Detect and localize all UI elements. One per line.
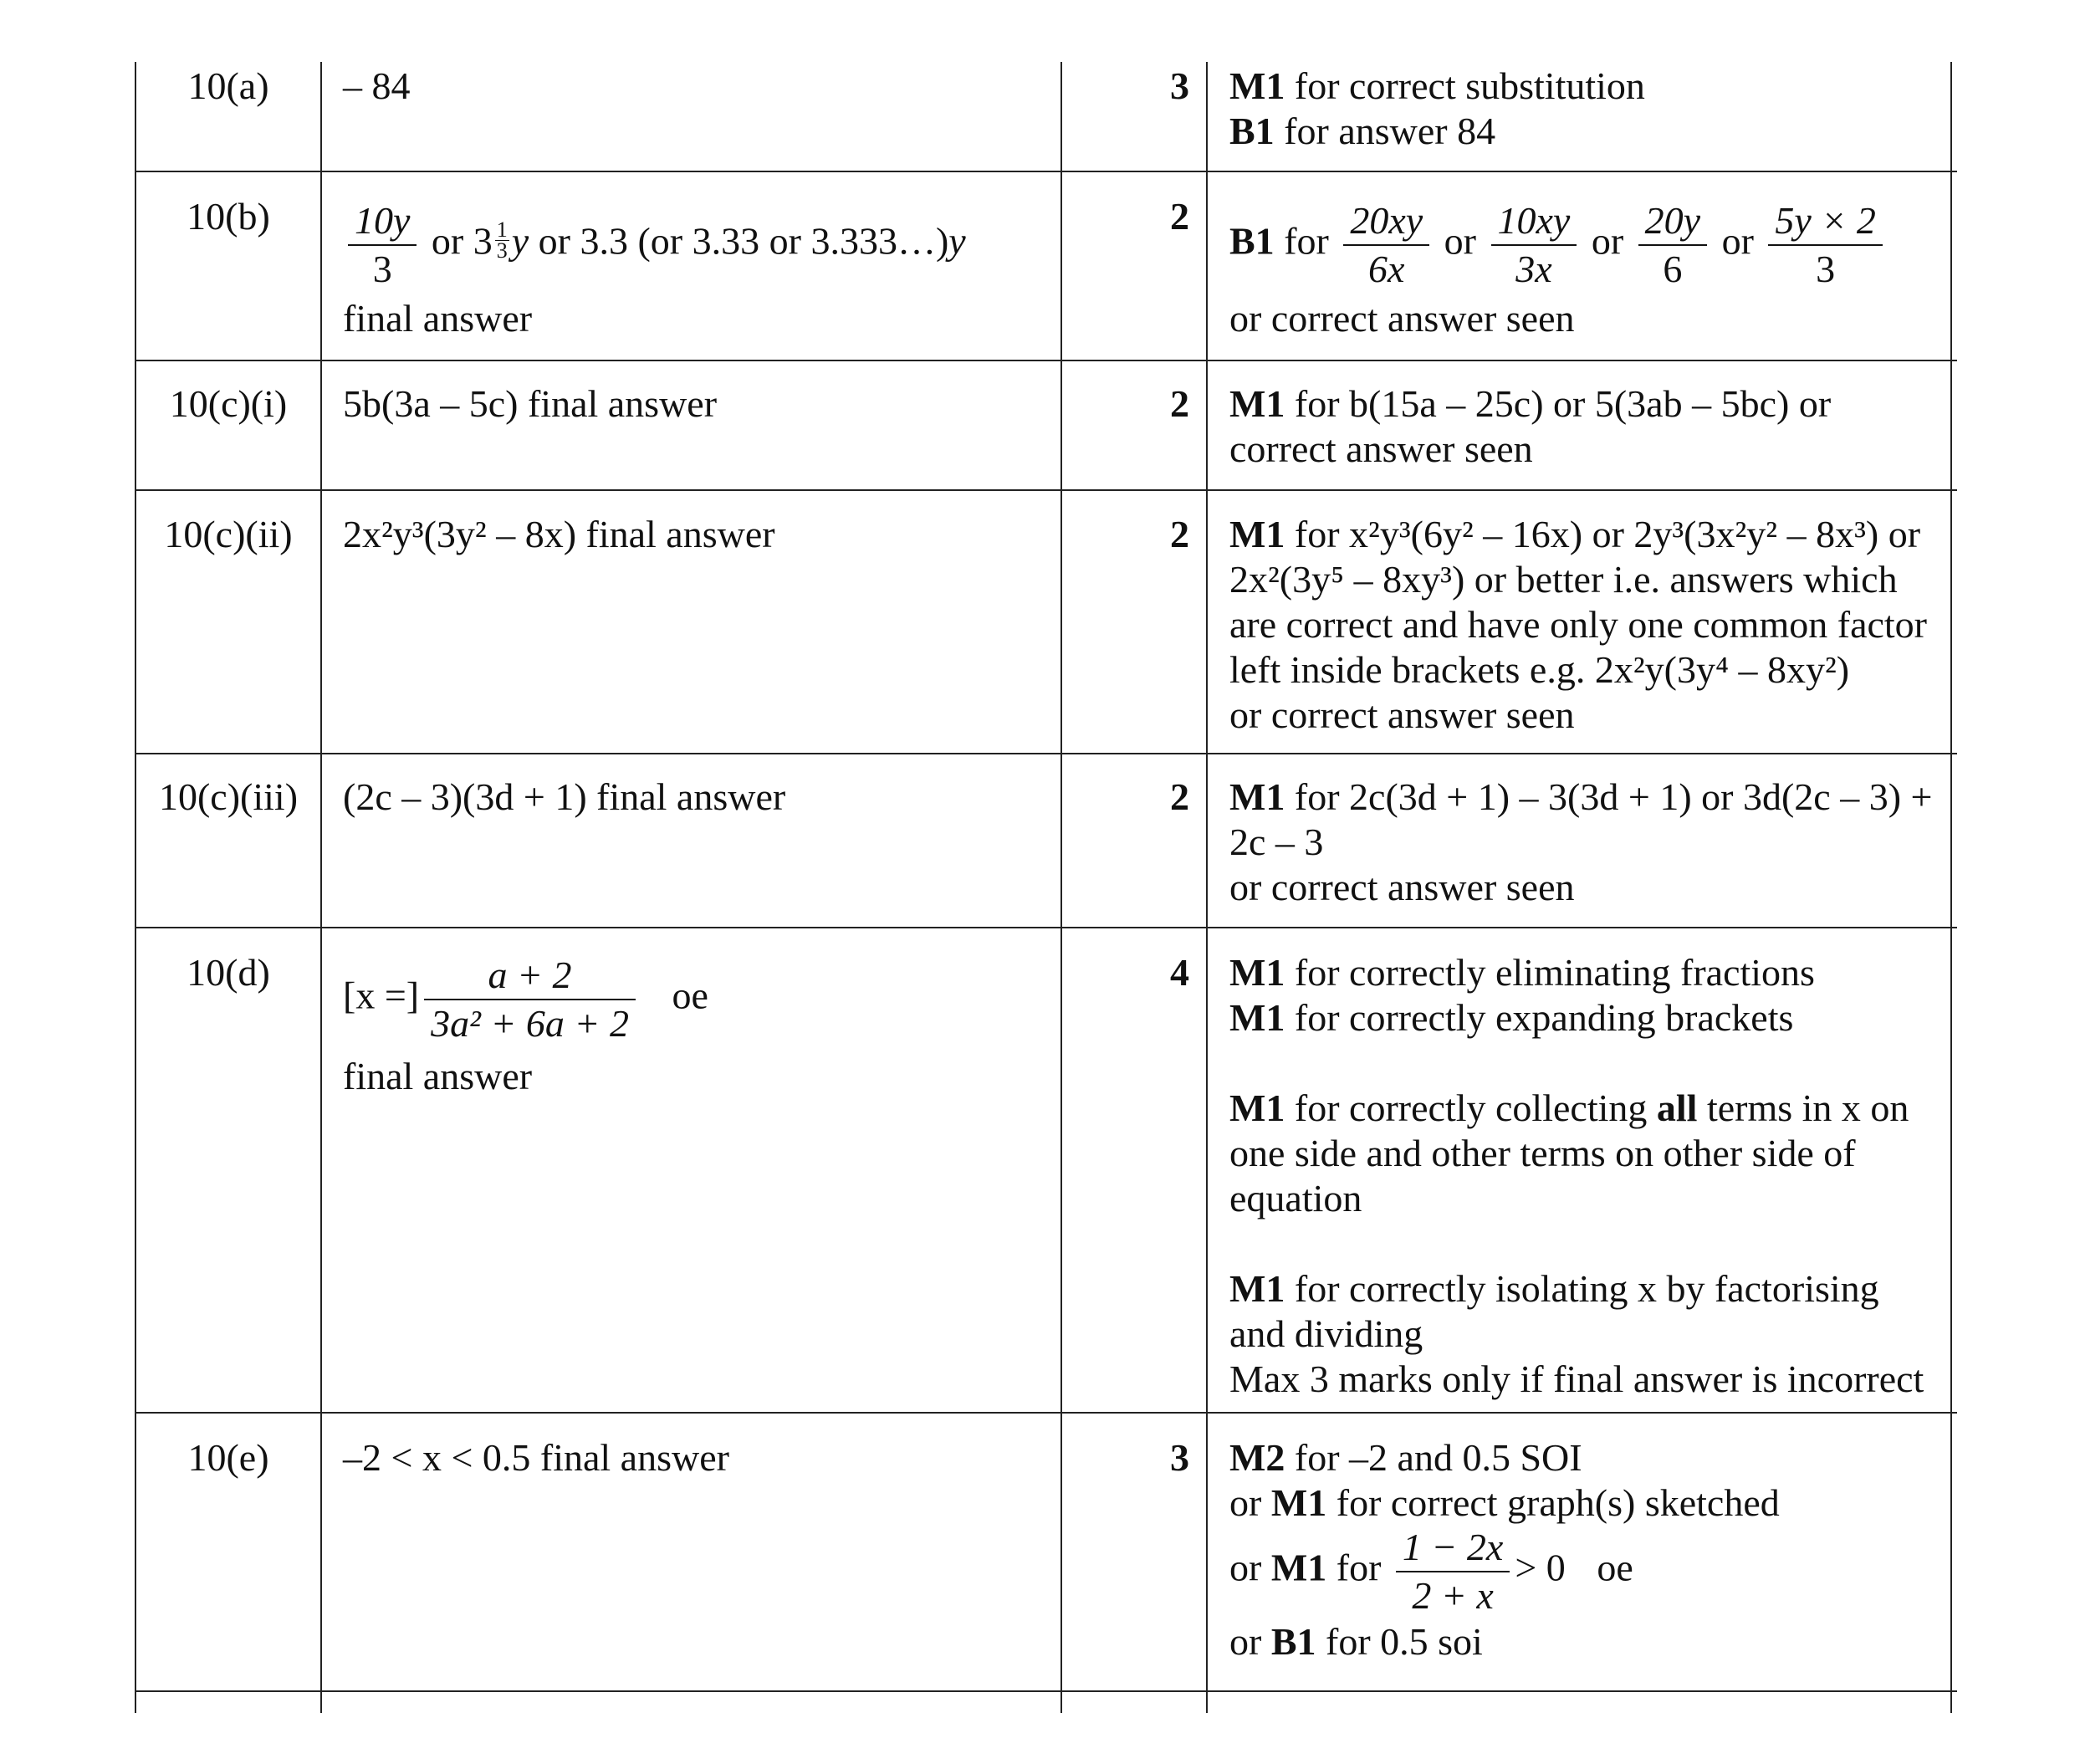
guidance-text: M1 for b(15a – 25c) or 5(3ab – 5bc) or correct answer seen <box>1229 382 1832 470</box>
fraction: $\frac{10y}{3}$ <box>348 197 417 293</box>
question-label: 10(c)(iii) <box>158 775 299 818</box>
guidance-text: M1 for 2c(3d + 1) – 3(3d + 1) or 3d(2c – 3) + 2c – 3 or correct answer seen <box>1229 775 1933 908</box>
question-label: 10(d) <box>187 951 270 994</box>
guidance-text: M1 for correctly eliminating fractions M1 for correctly expanding brackets M1 for correctly collecting all terms in x on one side and other terms on other side of equation M1 for correctly isolating x by factorising and dividing Max 3 marks only if final answer is incorrect <box>1229 951 1924 1400</box>
question-label: 10(e) <box>187 1436 269 1479</box>
marks-value: 2 <box>1170 513 1189 555</box>
marks-value: 3 <box>1170 1436 1189 1479</box>
guidance-text: M1 for x²y³(6y² – 16x) or 2y³(3x²y² – 8x³) or 2x²(3y⁵ – 8xy³) or better i.e. answers which are correct and have only one common factor left inside brackets e.g. 2x²y(3y⁴ – 8xy²) or correct answer seen <box>1229 513 1927 736</box>
guidance-text: M1 for correct substitution B1 for answer 84 <box>1229 64 1645 152</box>
fraction: $\frac{10xy}{3x}$ <box>1491 197 1577 293</box>
marks-value: 2 <box>1170 195 1189 238</box>
table-border-right <box>1950 62 1952 1713</box>
guidance-text: or B1 for 0.5 soi <box>1229 1620 1483 1663</box>
marks-value: 2 <box>1170 382 1189 425</box>
question-label: 10(c)(ii) <box>164 513 293 555</box>
row-divider <box>135 927 1957 928</box>
guidance-text: M2 for –2 and 0.5 SOI or M1 for correct graph(s) sketched <box>1229 1436 1780 1524</box>
answer-text: –2 < x < 0.5 final answer <box>343 1436 729 1479</box>
answer-text: 2x²y³(3y² – 8x) final answer <box>343 513 775 555</box>
fraction: $\frac{20y}{6}$ <box>1638 197 1707 293</box>
guidance-text: B1 for $\frac{20xy}{6x}$ or $\frac{10xy}{3x}$ or $\frac{20y}{6}$ or $\frac{5y \times 2}{3}$ <box>1229 197 1888 293</box>
fraction: $\frac{5y \times 2}{3}$ <box>1768 197 1882 293</box>
row-divider <box>135 360 1957 361</box>
question-label: 10(b) <box>187 195 270 238</box>
answer-text: (2c – 3)(3d + 1) final answer <box>343 775 786 818</box>
fraction: $\frac{20xy}{6x}$ <box>1343 197 1429 293</box>
guidance-note: or correct answer seen <box>1229 297 1575 340</box>
marks-value: 4 <box>1170 951 1189 994</box>
answer-text: $\frac{10y}{3}$ or 3 $\frac{1}{3}$ y or 3.3 (or 3.33 or 3.333…)y <box>343 197 966 293</box>
fraction: $\frac{a + 2}{\text{3a² + 6a + 2}}$ <box>424 952 636 1047</box>
row-divider <box>135 171 1957 172</box>
marks-value: 3 <box>1170 64 1189 107</box>
row-divider <box>135 753 1957 754</box>
answer-text: 5b(3a – 5c) final answer <box>343 382 718 425</box>
question-label: 10(c)(i) <box>169 382 288 425</box>
row-divider <box>135 489 1957 491</box>
guidance-inequality: or M1 for $\frac{1 - 2x}{2 + x}$ > 0 oe <box>1229 1524 1633 1619</box>
row-divider <box>135 1690 1957 1692</box>
marks-value: 2 <box>1170 775 1189 818</box>
fraction: $\frac{1 - 2x}{2 + x}$ <box>1396 1524 1510 1619</box>
mixed-fraction: $\frac{1}{3}$ <box>496 217 508 263</box>
answer-text: [x =] $\frac{a + 2}{\text{3a² + 6a + 2}}$ oe <box>343 952 708 1047</box>
question-label: 10(a) <box>187 64 269 107</box>
column-divider-marks <box>1206 62 1208 1713</box>
answer-note: final answer <box>343 297 533 340</box>
answer-text: – 84 <box>343 64 411 107</box>
row-divider <box>135 1412 1957 1414</box>
answer-note: final answer <box>343 1055 533 1097</box>
